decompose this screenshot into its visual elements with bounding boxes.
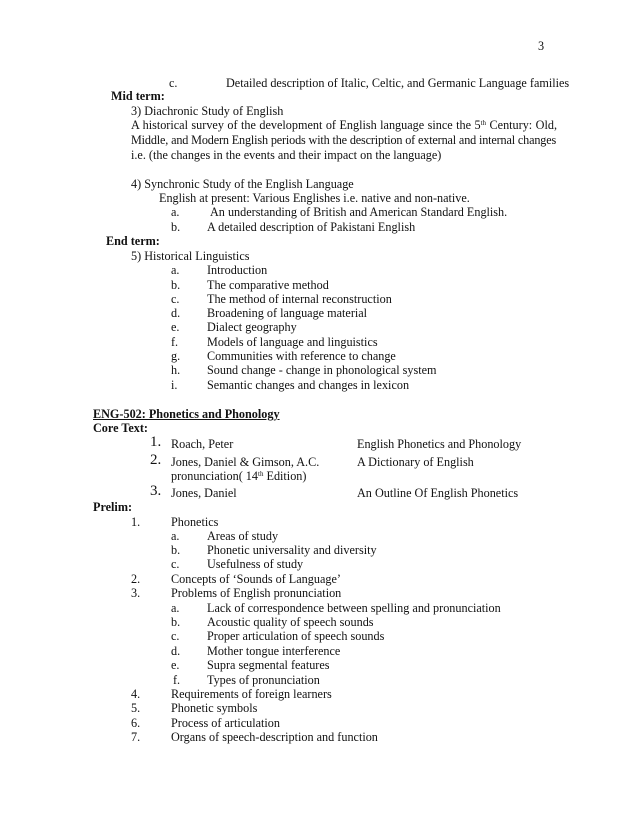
list-item-text: Concepts of ‘Sounds of Language’ [171,572,341,586]
item5-title: 5) Historical Linguistics [131,249,250,263]
list-letter: a. [171,601,180,615]
list-item-text: The method of internal reconstruction [207,292,392,306]
list-number: 1. [131,515,141,529]
superscript: th [258,470,264,478]
list-item-text: Proper articulation of speech sounds [207,629,385,643]
superscript: th [480,119,487,127]
list-item-text: Requirements of foreign learners [171,687,332,701]
list-item-text: A detailed description of Pakistani English [207,220,416,234]
item4-title: 4) Synchronic Study of the English Language [131,177,354,191]
book-author: Roach, Peter [171,437,234,451]
list-item-text: Areas of study [207,529,279,543]
item3-line-1 [131,118,557,132]
prelim-heading: Prelim: [93,500,133,514]
list-item-text: Usefulness of study [207,557,304,571]
list-letter: a. [171,529,180,543]
end-term-heading: End term: [106,234,160,248]
list-item-text: Broadening of language material [207,306,368,320]
mid-term-heading: Mid term: [111,89,165,103]
list-letter: b. [171,278,181,292]
core-text-heading: Core Text: [93,421,148,435]
list-letter: c. [171,557,180,571]
list-item-text: Sound change - change in phonological system [207,363,437,377]
list-letter: i. [171,378,178,392]
book-title: English Phonetics and Phonology [357,437,522,451]
item4-subtitle: English at present: Various Englishes i.e. native and non-native. [159,191,470,205]
list-item-text: Acoustic quality of speech sounds [207,615,374,629]
list-item-text: Detailed description of Italic, Celtic, and Germanic Language families [226,76,570,90]
book-number: 2. [150,452,162,468]
list-item-text: Process of articulation [171,716,280,730]
book-author: Jones, Daniel [171,486,237,500]
list-letter: c. [169,76,178,90]
book-title: An Outline Of English Phonetics [357,486,519,500]
book-number: 1. [150,434,162,450]
list-item-text: Supra segmental features [207,658,330,672]
list-number: 3. [131,586,141,600]
book-title: A Dictionary of English [357,455,474,469]
book-edition-end: Edition) [263,469,307,483]
list-letter: a. [171,205,180,219]
list-letter: b. [171,543,181,557]
book-number: 3. [150,483,162,499]
list-item-text: An understanding of British and American Standard English. [210,205,508,219]
list-item-text: Phonetic universality and diversity [207,543,377,557]
list-letter: c. [171,292,180,306]
item3-line-3: i.e. (the changes in the events and their impact on the language) [131,148,442,162]
item3-line-1-end: Century: Old, [486,118,557,132]
list-letter: f. [173,673,181,687]
list-letter: b. [171,615,181,629]
course-title: ENG-502: Phonetics and Phonology [93,407,280,421]
list-item-text: Communities with reference to change [207,349,396,363]
list-item-text: Introduction [207,263,268,277]
list-number: 5. [131,701,141,715]
book-edition-text: pronunciation( 14 [171,469,258,483]
list-item-text: Organs of speech-description and function [171,730,378,744]
book-author: Jones, Daniel & Gimson, A.C. [171,455,320,469]
list-letter: e. [171,658,180,672]
list-number: 6. [131,716,141,730]
list-letter: h. [171,363,181,377]
list-item-text: The comparative method [207,278,329,292]
book-title-continued [171,469,306,483]
list-item-text: Lack of correspondence between spelling and pronunciation [207,601,501,615]
list-item-text: Phonetic symbols [171,701,258,715]
list-letter: a. [171,263,180,277]
list-item-text: Mother tongue interference [207,644,341,658]
list-letter: d. [171,644,181,658]
list-number: 2. [131,572,141,586]
list-item-text: Phonetics [171,515,219,529]
item3-line-2: Middle, and Modern English periods with the description of external and internal changes [131,133,557,147]
list-number: 4. [131,687,141,701]
item3-line-1-text: A historical survey of the development of English language since the 5 [131,118,481,132]
list-letter: d. [171,306,181,320]
list-item-text: Problems of English pronunciation [171,586,342,600]
list-number: 7. [131,730,141,744]
list-item-text: Semantic changes and changes in lexicon [207,378,410,392]
item3-title: 3) Diachronic Study of English [131,104,284,118]
list-letter: b. [171,220,181,234]
list-letter: g. [171,349,181,363]
list-letter: f. [171,335,179,349]
list-item-text: Models of language and linguistics [207,335,378,349]
list-item-text: Dialect geography [207,320,297,334]
page-number: 3 [538,39,545,53]
list-letter: c. [171,629,180,643]
list-item-text: Types of pronunciation [207,673,320,687]
list-letter: e. [171,320,180,334]
